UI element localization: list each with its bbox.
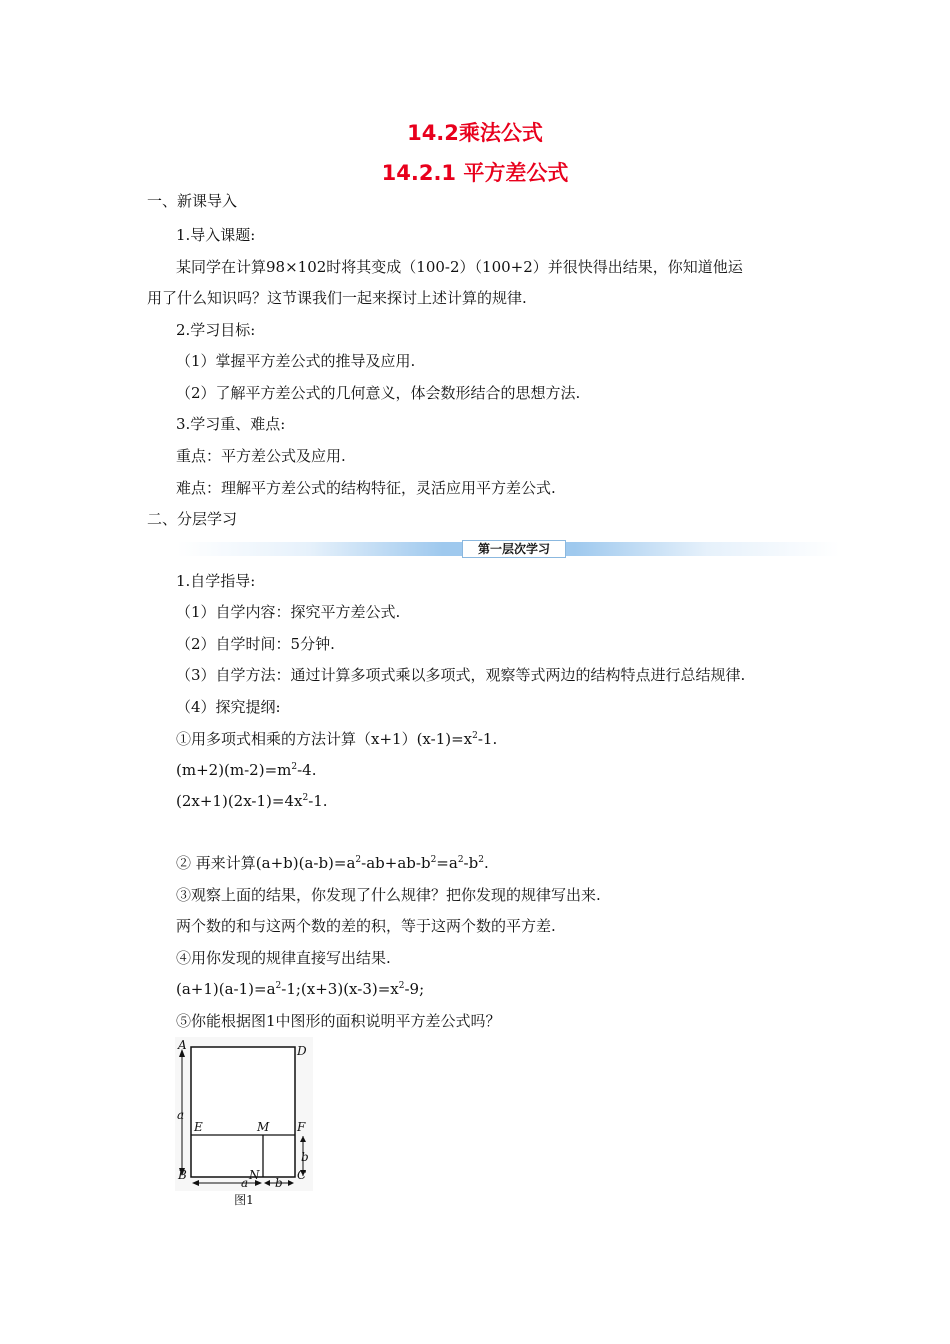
label-bottom-b: b — [275, 1176, 283, 1190]
answer-line: 两个数的和与这两个数的差的积，等于这两个数的平方差. — [176, 917, 556, 935]
paragraph-line: 用了什么知识吗？这节课我们一起来探讨上述计算的规律. — [147, 289, 527, 307]
paragraph-line: 某同学在计算98×102时将其变成（100-2）（100+2）并很快得出结果，你知道他运 — [176, 258, 743, 276]
label-d-vertex: D — [297, 1044, 307, 1058]
guide-item: （3）自学方法：通过计算多项式乘以多项式，观察等式两边的结构特点进行总结规律. — [176, 666, 746, 684]
section-heading-intro: 一、新课导入 — [147, 192, 238, 210]
subheading-guide: 1.自学指导: — [176, 572, 256, 590]
label-side-b: b — [301, 1150, 309, 1164]
banner-label: 第一层次学习 — [462, 540, 566, 558]
formula-line: ①用多项式相乘的方法计算$(x+1)(x-1)=x^2-1$. — [176, 730, 498, 748]
goal-item: （1）掌握平方差公式的推导及应用. — [176, 352, 416, 370]
question-line: ③观察上面的结果，你发现了什么规律？把你发现的规律写出来. — [176, 886, 601, 904]
guide-item: （1）自学内容：探究平方差公式. — [176, 603, 401, 621]
label-n-point: N — [249, 1168, 260, 1182]
figure-1 — [175, 1037, 313, 1207]
figure-caption: 图1 — [234, 1193, 254, 1207]
square-diagram — [175, 1037, 313, 1191]
label-c-vertex: C — [297, 1168, 307, 1182]
label-f-point: F — [297, 1120, 306, 1134]
question-line: ④用你发现的规律直接写出结果. — [176, 949, 391, 967]
label-side-a: a — [177, 1108, 185, 1122]
question-line: ⑤你能根据图1中图形的面积说明平方差公式吗？ — [176, 1012, 501, 1030]
label-m-point: M — [257, 1120, 270, 1134]
goal-item: （2）了解平方差公式的几何意义，体会数形结合的思想方法. — [176, 384, 581, 402]
subheading-topic: 1.导入课题: — [176, 226, 256, 244]
guide-item: （2）自学时间：5分钟. — [176, 635, 335, 653]
formula-line: $(2x+1)(2x-1)=4x^2-1$. — [176, 792, 328, 810]
formula-line: ② 再来计算$(a+b)(a-b)=a^2-ab+ab-b^2=a^2-b^2$. — [176, 854, 489, 872]
label-a-vertex: A — [178, 1038, 187, 1052]
label-bottom-a: a — [241, 1176, 249, 1190]
section-heading-study: 二、分层学习 — [147, 510, 238, 528]
subheading-keypoints: 3.学习重、难点: — [176, 415, 286, 433]
formula-line: $(a+1)(a-1)=a^2-1;(x+3)(x-3)=x^2-9$; — [176, 980, 425, 998]
subheading-goals: 2.学习目标: — [176, 321, 256, 339]
label-e-point: E — [194, 1120, 203, 1134]
formula-line: $(m+2)(m-2)=m^2-4$. — [176, 761, 317, 779]
keypoint-item: 难点：理解平方差公式的结构特征，灵活应用平方差公式. — [176, 479, 556, 497]
keypoint-item: 重点：平方差公式及应用. — [176, 447, 346, 465]
title-main: 14.2乘法公式 — [407, 121, 543, 145]
guide-item: （4）探究提纲: — [176, 698, 281, 716]
label-b-vertex: B — [178, 1168, 187, 1182]
title-sub: 14.2.1 平方差公式 — [381, 161, 569, 185]
